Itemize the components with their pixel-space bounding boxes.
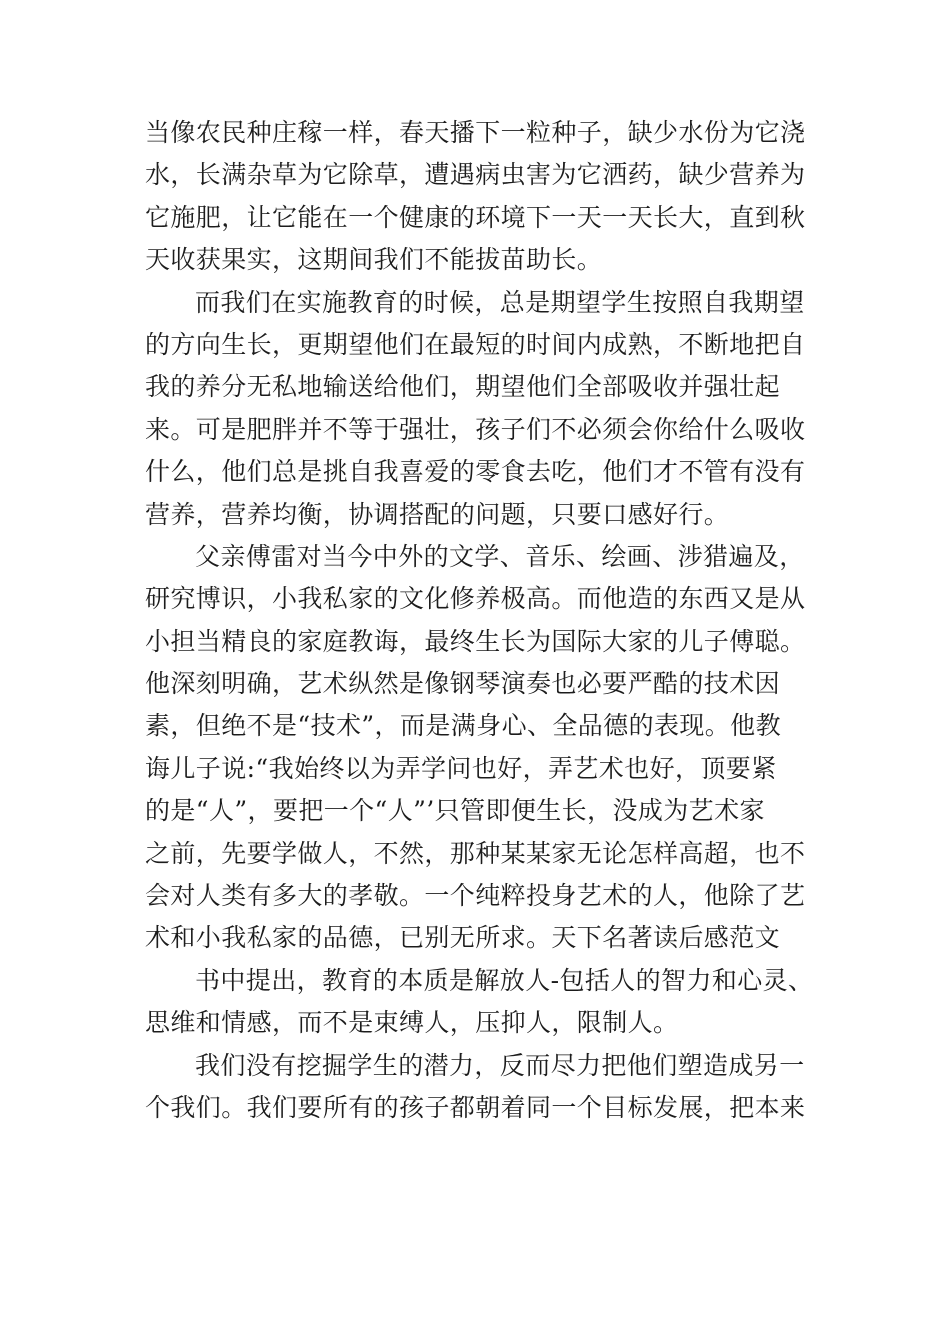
paragraph-4: [145, 960, 835, 1045]
text-line: 思维和情感，而不是束缚人，压抑人，限制人。: [145, 1008, 679, 1038]
text-line: 什么，他们总是挑自我喜爱的零食去吃，他们才不管有没有: [145, 457, 806, 487]
body-text: [145, 112, 835, 1129]
text-line: 它施肥，让它能在一个健康的环境下一天一天长大，直到秋: [145, 202, 806, 232]
text-line: 我们没有挖掘学生的潜力，反而尽力把他们塑造成另一: [195, 1050, 805, 1080]
text-line: 而我们在实施教育的时候，总是期望学生按照自我期望: [195, 287, 805, 317]
text-line: 父亲傅雷对当今中外的文学、音乐、绘画、涉猎遍及，: [195, 541, 805, 571]
text-line: 之前，先要学做人，不然，那种某某家无论怎样高超，也不: [145, 838, 806, 868]
text-line: 会对人类有多大的孝敬。一个纯粹投身艺术的人，他除了艺: [145, 881, 806, 911]
text-line: 天收获果实，这期间我们不能拔苗助长。: [145, 245, 603, 275]
text-line: 书中提出，教育的本质是解放人-包括人的智力和心灵、: [195, 965, 814, 995]
text-line: 术和小我私家的品德，已别无所求。天下名著读后感范文: [145, 923, 781, 953]
paragraph-3: [145, 536, 835, 960]
text-line: 的方向生长，更期望他们在最短的时间内成熟，不断地把自: [145, 329, 806, 359]
text-line: 个我们。我们要所有的孩子都朝着同一个目标发展，把本来: [145, 1092, 806, 1122]
text-line: 营养，营养均衡，协调搭配的问题，只要口感好行。: [145, 499, 730, 529]
text-line: 的是“人”，要把一个“人”’只管即便生长，没成为艺术家: [145, 796, 765, 826]
paragraph-5: [145, 1045, 835, 1130]
paragraph-2: [145, 282, 835, 536]
text-line: 小担当精良的家庭教诲，最终生长为国际大家的儿子傅聪。: [145, 626, 806, 656]
text-line: 他深刻明确，艺术纵然是像钢琴演奏也必要严酷的技术因: [145, 669, 781, 699]
text-line: 水，长满杂草为它除草，遭遇病虫害为它洒药，缺少营养为: [145, 160, 806, 190]
text-line: 来。可是肥胖并不等于强壮，孩子们不必须会你给什么吸收: [145, 414, 806, 444]
text-line: 诲儿子说:“我始终以为弄学问也好，弄艺术也好，顶要紧: [145, 753, 777, 783]
text-line: 素，但绝不是“技术”，而是满身心、全品德的表现。他教: [145, 711, 781, 741]
text-line: 研究博识，小我私家的文化修养极高。而他造的东西又是从: [145, 584, 806, 614]
paragraph-1: [145, 112, 835, 282]
text-line: 我的养分无私地输送给他们，期望他们全部吸收并强壮起: [145, 372, 781, 402]
text-line: 当像农民种庄稼一样，春天播下一粒种子，缺少水份为它浇: [145, 118, 806, 147]
